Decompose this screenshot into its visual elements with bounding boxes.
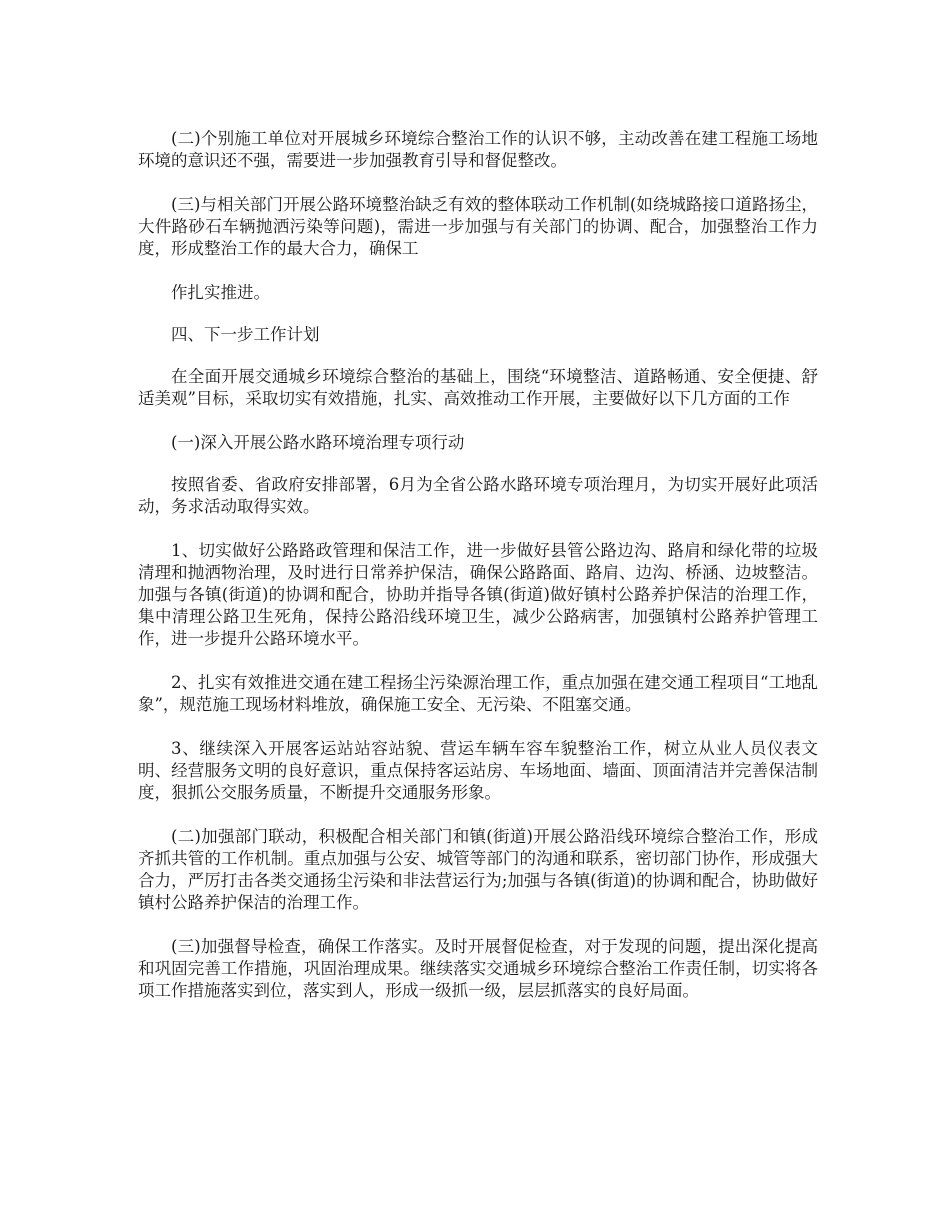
paragraph-deployment: 按照省委、省政府安排部署，6月为全省公路水路环境专项治理月，为切实开展好此项活动，务求活动取得实效。 — [138, 475, 818, 516]
document-body — [138, 128, 818, 1024]
subheading-special-action: (一)深入开展公路水路环境治理专项行动 — [171, 433, 465, 452]
paragraph-problem-2: (二)个别施工单位对开展城乡环境综合整治工作的认识不够，主动改善在建工程施工场地环境的意识还不强，需要进一步加强教育引导和督促整改。 — [138, 129, 818, 170]
list-item-2: 2、扎实有效推进交通在建工程扬尘污染源治理工作，重点加强在建交通工程项目“工地乱象”，规范施工现场材料堆放，确保施工安全、无污染、不阻塞交通。 — [138, 673, 818, 714]
paragraph-problem-3-continued: 作扎实推进。 — [171, 283, 270, 302]
paragraph-supervision: (三)加强督导检查，确保工作落实。及时开展督促检查，对于发现的问题，提出深化提高和巩固完善工作措施，巩固治理成果。继续落实交通城乡环境综合整治工作责任制，切实将各项工作措施落实到位，落实到人，形成一级抓一级，层层抓落实的良好局面。 — [138, 937, 818, 1000]
list-item-1: 1、切实做好公路路政管理和保洁工作，进一步做好县管公路边沟、路肩和绿化带的垃圾清理和抛洒物治理，及时进行日常养护保洁，确保公路路面、路肩、边沟、桥涵、边坡整洁。加强与各镇(街道)的协调和配合，协助并指导各镇(街道)做好镇村公路养护保洁的治理工作，集中清理公路卫生死角，保持公路沿线环境卫生，减少公路病害，加强镇村公路养护管理工作，进一步提升公路环境水平。 — [138, 541, 818, 648]
paragraph-intro: 在全面开展交通城乡环境综合整治的基础上，围绕“环境整洁、道路畅通、安全便捷、舒适美观”目标，采取切实有效措施，扎实、高效推动工作开展，主要做好以下几方面的工作 — [138, 367, 818, 408]
list-item-3: 3、继续深入开展客运站站容站貌、营运车辆车容车貌整治工作，树立从业人员仪表文明、经营服务文明的良好意识，重点保持客运站房、车场地面、墙面、顶面清洁并完善保洁制度，狠抓公交服务质量，不断提升交通服务形象。 — [138, 739, 818, 802]
paragraph-department-linkage: (二)加强部门联动，积极配合相关部门和镇(街道)开展公路沿线环境综合整治工作，形成齐抓共管的工作机制。重点加强与公安、城管等部门的沟通和联系，密切部门协作，形成强大合力，严厉打击各类交通扬尘污染和非法营运行为;加强与各镇(街道)的协调和配合，协助做好镇村公路养护保洁的治理工作。 — [138, 827, 818, 912]
paragraph-problem-3: (三)与相关部门开展公路环境整治缺乏有效的整体联动工作机制(如绕城路接口道路扬尘，大件路砂石车辆抛洒污染等问题)，需进一步加强与有关部门的协调、配合，加强整治工作力度，形成整治工作的最大合力，确保工 — [138, 195, 818, 258]
section-heading-next-steps: 四、下一步工作计划 — [171, 325, 320, 344]
